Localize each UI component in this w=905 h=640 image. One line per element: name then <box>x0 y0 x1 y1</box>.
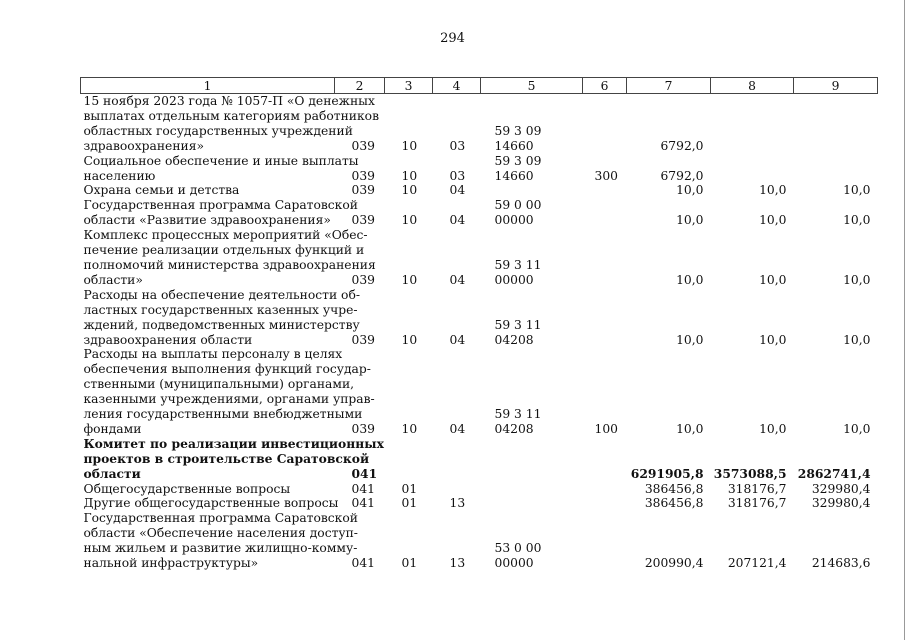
amount-col9: 10,0 <box>843 421 871 436</box>
item-name-line: Общегосударственные вопросы <box>83 481 291 496</box>
item-name-line: Охрана семьи и детства <box>83 183 240 198</box>
item-name-line: Другие общегосударственные вопросы <box>83 496 339 511</box>
column-header-2: 2 <box>335 78 385 94</box>
subsection-code <box>433 482 481 497</box>
section-code: 01 <box>401 481 418 496</box>
table-row <box>81 183 878 198</box>
target-article <box>481 183 583 198</box>
amount-col9: 10,0 <box>843 272 871 287</box>
item-name-line: области <box>83 465 141 481</box>
expense-type <box>583 198 627 228</box>
item-name-line: здравоохранения области <box>83 332 253 347</box>
amount-col9: 10,0 <box>843 332 871 347</box>
ministry-code: 039 <box>351 213 375 228</box>
amount-col7: 200990,4 <box>644 556 704 571</box>
amount-col7: 386456,8 <box>644 496 704 511</box>
amount-col8 <box>711 154 794 184</box>
section-code: 10 <box>401 332 418 347</box>
expense-type: 100 <box>594 421 618 436</box>
target-article: 59 3 09 14660 <box>494 123 542 153</box>
item-name-line: области «Обеспечение населения доступ- <box>83 526 358 541</box>
subsection-code: 13 <box>449 556 466 571</box>
item-name-line: 15 ноября 2023 года № 1057-П «О денежных <box>83 94 375 108</box>
amount-col8: 10,0 <box>759 272 787 287</box>
table-row <box>81 94 878 154</box>
amount-col9: 10,0 <box>843 183 871 198</box>
item-name <box>81 183 335 198</box>
amount-col7: 10,0 <box>676 272 704 287</box>
section-code: 10 <box>401 421 418 436</box>
table-row <box>81 437 878 482</box>
item-name-line: полномочий министерства здравоохранения <box>83 257 376 272</box>
section-code: 10 <box>401 138 418 153</box>
target-article <box>481 437 583 482</box>
item-name <box>81 287 361 348</box>
amount-col8: 10,0 <box>759 332 787 347</box>
item-name-line: Государственная программа Саратовской <box>83 511 358 526</box>
target-article <box>481 482 583 497</box>
item-name-line: казенными учреждениями, органами управ- <box>83 392 375 407</box>
budget-table <box>80 77 878 571</box>
amount-col8: 318176,7 <box>727 496 787 511</box>
item-name-line: проектов в строительстве Саратовской <box>83 450 370 466</box>
expense-type <box>583 482 627 497</box>
section-code: 01 <box>401 496 418 511</box>
expense-type: 300 <box>594 168 618 183</box>
ministry-code: 041 <box>351 496 375 511</box>
expense-type <box>583 437 627 482</box>
column-header-8: 8 <box>711 78 794 94</box>
column-header-1: 1 <box>81 78 335 94</box>
amount-col8: 10,0 <box>759 213 787 228</box>
section-code <box>385 437 433 482</box>
item-name-line: обеспечения выполнения функций государ- <box>83 362 371 377</box>
amount-col9 <box>794 94 878 154</box>
table-row <box>81 482 878 497</box>
amount-col7: 10,0 <box>676 421 704 436</box>
item-name-line: Государственная программа Саратовской <box>83 198 358 213</box>
subsection-code: 04 <box>449 332 466 347</box>
ministry-code: 039 <box>351 421 375 436</box>
amount-col9: 329980,4 <box>811 481 871 496</box>
subsection-code: 04 <box>449 272 466 287</box>
expense-type <box>583 496 627 511</box>
table-row <box>81 198 878 228</box>
item-name <box>81 482 335 497</box>
subsection-code: 03 <box>449 168 466 183</box>
amount-col7: 386456,8 <box>644 481 704 496</box>
section-code: 10 <box>401 272 418 287</box>
amount-col9: 214683,6 <box>811 556 871 571</box>
ministry-code: 039 <box>351 272 375 287</box>
subsection-code: 04 <box>449 421 466 436</box>
subsection-code: 03 <box>449 138 466 153</box>
column-header-6: 6 <box>583 78 627 94</box>
column-header-5: 5 <box>481 78 583 94</box>
item-name <box>81 496 339 511</box>
amount-col8: 3573088,5 <box>713 465 787 481</box>
target-article: 59 3 11 04208 <box>494 407 542 436</box>
section-code: 01 <box>401 556 418 571</box>
target-article: 59 3 11 04208 <box>494 317 542 347</box>
item-name-line: Расходы на выплаты персоналу в целях <box>83 347 343 362</box>
ministry-code: 041 <box>351 481 375 496</box>
ministry-code: 039 <box>351 332 375 347</box>
item-name-line: ждений, подведомственных министерству <box>83 317 360 332</box>
item-name-line: ственными (муниципальными) органами, <box>83 377 355 392</box>
target-article: 53 0 00 00000 <box>494 541 542 571</box>
subsection-code: 04 <box>449 183 466 198</box>
expense-type <box>583 228 627 288</box>
item-name-line: областных государственных учреждений <box>83 123 353 138</box>
table-row <box>81 347 878 436</box>
expense-type <box>583 288 627 348</box>
amount-col8: 10,0 <box>759 183 787 198</box>
table-row <box>81 228 878 288</box>
subsection-code <box>433 437 481 482</box>
item-name-line: выплатах отдельным категориям работников <box>83 108 380 123</box>
amount-col7: 6792,0 <box>660 138 704 153</box>
item-name-line: ластных государственных казенных учре- <box>83 302 358 317</box>
item-name-line: Комплекс процессных мероприятий «Обес- <box>83 228 368 243</box>
amount-col8 <box>711 94 794 154</box>
amount-col7: 10,0 <box>676 213 704 228</box>
expense-type <box>583 183 627 198</box>
amount-col9: 10,0 <box>843 213 871 228</box>
item-name-line: печение реализации отдельных функций и <box>83 243 365 258</box>
amount-col8: 318176,7 <box>727 481 787 496</box>
target-article: 59 3 09 14660 <box>494 153 542 183</box>
item-name-line: области» <box>83 272 143 287</box>
amount-col7: 10,0 <box>676 332 704 347</box>
ministry-code: 041 <box>351 465 378 481</box>
amount-col7: 6792,0 <box>660 168 704 183</box>
item-name <box>81 153 359 184</box>
ministry-code: 039 <box>351 183 375 198</box>
item-name-line: нальной инфраструктуры» <box>83 556 259 571</box>
item-name-line: ным жильем и развитие жилищно-комму- <box>83 541 358 556</box>
expense-type <box>583 94 627 154</box>
item-name-line: населению <box>83 168 156 183</box>
item-name-line: Комитет по реализации инвестиционных <box>83 435 384 451</box>
column-header-7: 7 <box>627 78 711 94</box>
subsection-code: 04 <box>449 213 466 228</box>
item-name-line: ления государственными внебюджетными <box>83 407 363 422</box>
amount-col9 <box>794 154 878 184</box>
item-name <box>81 198 358 228</box>
expense-type <box>583 511 627 571</box>
item-name-line: фондами <box>83 421 142 436</box>
amount-col8: 10,0 <box>759 421 787 436</box>
amount-col8: 207121,4 <box>727 556 787 571</box>
section-code: 10 <box>401 183 418 198</box>
table-row <box>81 288 878 348</box>
ministry-code: 039 <box>351 138 375 153</box>
section-code: 10 <box>401 168 418 183</box>
table-row <box>81 154 878 184</box>
section-code: 10 <box>401 213 418 228</box>
column-header-9: 9 <box>794 78 878 94</box>
table-row <box>81 511 878 571</box>
item-name-line: области «Развитие здравоохранения» <box>83 213 331 228</box>
item-name-line: Социальное обеспечение и иные выплаты <box>83 153 359 168</box>
table-row <box>81 496 878 511</box>
column-number-header <box>81 78 878 94</box>
amount-col7: 10,0 <box>676 183 704 198</box>
amount-col9: 329980,4 <box>811 496 871 511</box>
subsection-code: 13 <box>449 496 466 511</box>
item-name <box>81 511 358 571</box>
page-number: 294 <box>440 31 465 46</box>
target-article <box>481 496 583 511</box>
target-article: 59 0 00 00000 <box>494 198 542 228</box>
item-name-line: здравоохранения» <box>83 138 204 153</box>
amount-col7: 6291905,8 <box>630 465 704 481</box>
target-article: 59 3 11 00000 <box>494 257 542 287</box>
amount-col9: 2862741,4 <box>797 465 871 481</box>
ministry-code: 039 <box>351 168 375 183</box>
item-name-line: Расходы на обеспечение деятельности об- <box>83 287 361 302</box>
column-header-4: 4 <box>433 78 481 94</box>
column-header-3: 3 <box>385 78 433 94</box>
ministry-code: 041 <box>351 556 375 571</box>
